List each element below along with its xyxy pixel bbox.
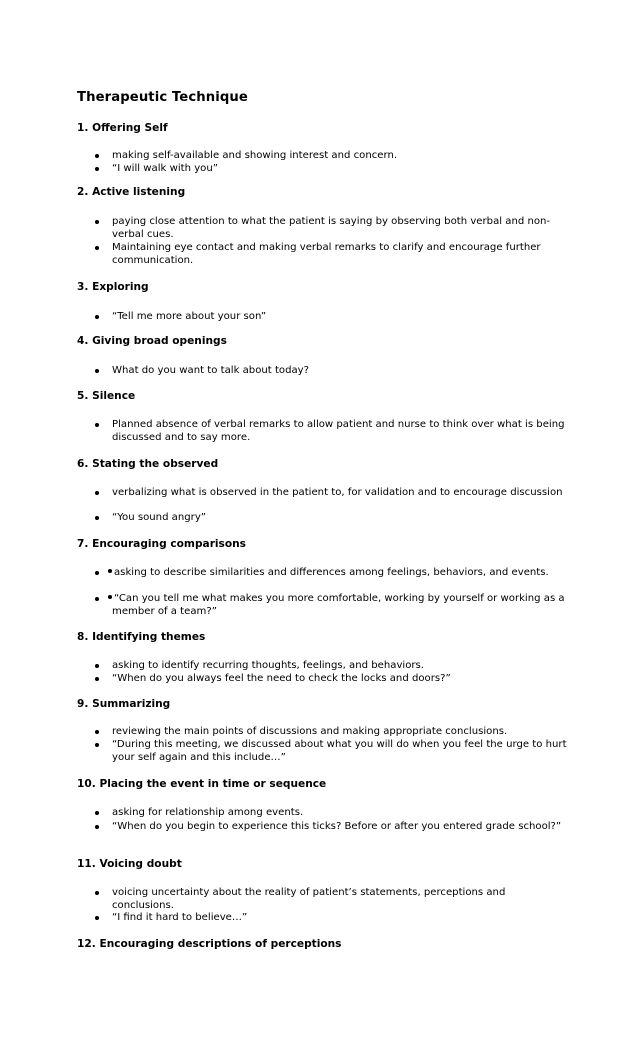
bullet-icon [95, 154, 99, 158]
bullet-icon [108, 569, 112, 573]
list-item: asking to identify recurring thoughts, feelings, and behaviors. [112, 659, 567, 672]
bullet-icon [95, 246, 99, 250]
bullet-icon [95, 677, 99, 681]
section-summarizing [77, 698, 577, 763]
section-placing-the-event [77, 778, 577, 832]
bullet-icon [95, 423, 99, 427]
list-item: “When do you always feel the need to check the locks and doors?” [112, 672, 567, 685]
bullet-icon [95, 167, 99, 171]
section-heading: 11. Voicing doubt [77, 858, 182, 870]
list-item: voicing uncertainty about the reality of patient’s statements, perceptions and conclusions. [112, 886, 567, 912]
section-offering-self [77, 122, 577, 174]
list-item: “I find it hard to believe…” [112, 911, 567, 924]
section-heading: 1. Offering Self [77, 122, 168, 134]
section-encouraging-descriptions [77, 938, 577, 951]
bullet-icon [95, 811, 99, 815]
bullet-icon [95, 825, 99, 829]
section-heading: 5. Silence [77, 390, 136, 402]
bullet-icon [95, 571, 99, 575]
section-giving-broad-openings [77, 335, 577, 376]
list-item: asking for relationship among events. [112, 806, 567, 819]
section-heading: 8. Identifying themes [77, 631, 206, 643]
bullet-icon [108, 595, 112, 599]
section-heading: 3. Exploring [77, 281, 149, 293]
section-heading: 6. Stating the observed [77, 458, 219, 470]
section-stating-the-observed [77, 458, 577, 523]
bullet-icon [95, 220, 99, 224]
list-item: verbalizing what is observed in the patient to, for validation and to encourage discussion [112, 486, 567, 499]
list-item: making self-available and showing interest and concern. [112, 149, 567, 162]
list-item: “Tell me more about your son” [112, 310, 567, 323]
bullet-icon [95, 664, 99, 668]
list-item: asking to describe similarities and differences among feelings, behaviors, and events. [112, 566, 567, 579]
list-item: What do you want to talk about today? [112, 364, 567, 377]
bullet-icon [95, 891, 99, 895]
list-item: Maintaining eye contact and making verbal remarks to clarify and encourage further communication. [112, 241, 567, 267]
bullet-icon [95, 315, 99, 319]
section-heading: 7. Encouraging comparisons [77, 538, 246, 550]
bullet-icon [95, 916, 99, 920]
section-active-listening [77, 186, 577, 266]
section-voicing-doubt [77, 858, 577, 923]
section-heading: 12. Encouraging descriptions of perceptions [77, 938, 342, 950]
section-silence [77, 390, 577, 443]
list-item: “You sound angry” [112, 511, 567, 524]
section-identifying-themes [77, 631, 577, 684]
list-item: paying close attention to what the patient is saying by observing both verbal and non-verbal cues. [112, 215, 567, 241]
list-item: reviewing the main points of discussions and making appropriate conclusions. [112, 725, 567, 738]
bullet-icon [95, 597, 99, 601]
document-title: Therapeutic Technique [77, 90, 248, 105]
list-item: “Can you tell me what makes you more comfortable, working by yourself or working as a member of a team?” [112, 592, 567, 618]
section-heading: 9. Summarizing [77, 698, 171, 710]
section-heading: 2. Active listening [77, 186, 186, 198]
section-encouraging-comparisons [77, 538, 577, 617]
section-heading: 10. Placing the event in time or sequence [77, 778, 327, 790]
list-item: “During this meeting, we discussed about what you will do when you feel the urge to hurt your self again and this include…” [112, 738, 567, 764]
bullet-icon [95, 369, 99, 373]
section-heading: 4. Giving broad openings [77, 335, 227, 347]
list-item: “When do you begin to experience this ticks? Before or after you entered grade school?” [112, 820, 567, 833]
bullet-icon [95, 491, 99, 495]
section-exploring [77, 281, 577, 322]
list-item: “I will walk with you” [112, 162, 567, 175]
bullet-icon [95, 516, 99, 520]
list-item: Planned absence of verbal remarks to allow patient and nurse to think over what is being discussed and to say more. [112, 418, 567, 444]
bullet-icon [95, 730, 99, 734]
bullet-icon [95, 743, 99, 747]
